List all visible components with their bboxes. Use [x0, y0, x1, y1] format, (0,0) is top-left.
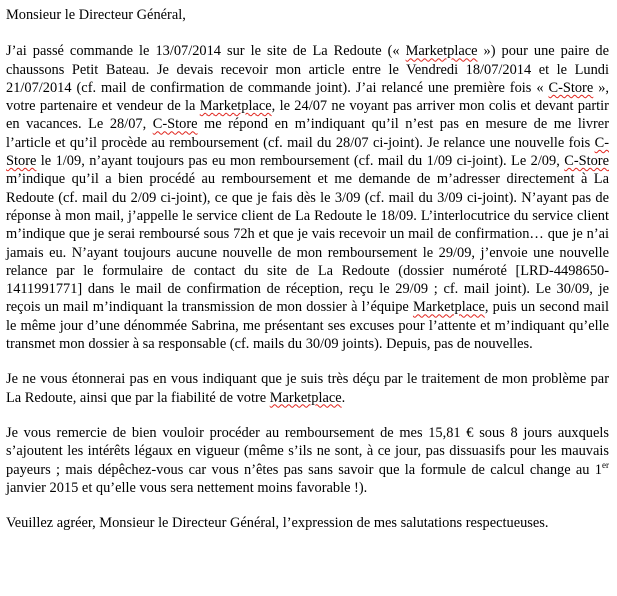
text-run: me répond en m’indiquant qu’il n’est pas en mesure de me livrer l’article et qu’il procède au remboursement (cf. mail du 28/07 ci-joint). Je relance une nouvelle fois — [6, 116, 609, 151]
text-run: Je ne vous étonnerai pas en vous indiquant que je suis très déçu par le traitement de mon problème par La Redoute, ainsi que par la fiabilité de votre — [6, 371, 609, 406]
ordinal-superscript: er — [602, 459, 609, 470]
spellcheck-flagged-word: C-Store — [152, 116, 198, 133]
text-run: m’indique qu’il a bien procédé au remboursement et me demande de m’adresser directement à La Redoute (cf. mail du 2/09 ci-joint), ce que je fais dès le 3/09 (cf. mail du 3/09 ci-joint). N’ayant pas de réponse à mon mail, j’appelle le service client de La Redoute le 18/09. L’interlocutrice du service client m’indique que je serai remboursé sous 72h et que je vais recevoir un mail de confirmation… que je n’ai jamais eu. N’ayant toujours aucune nouvelle de mon remboursement le 29/09, j’envoie une nouvelle relance par le formulaire de contact du site de La Redoute (dossier numéroté [LRD-4498650-1411991771] dans le mail de confirmation de réception, reçu le 29/09 ; cf. mail joint). Le 30/09, je reçois un mail m’indiquant la transmission de mon dossier à l’équipe — [6, 171, 609, 316]
spellcheck-flagged-word: Marketplace — [199, 98, 272, 115]
letter-closing: Veuillez agréer, Monsieur le Directeur Général, l’expression de mes salutations respectueuses. — [6, 515, 549, 532]
text-run: , le 24/07 ne voyant pas arriver mon colis et devant partir en vacances. Le 28/07, — [6, 98, 609, 133]
spellcheck-flagged-word: C-Store — [6, 134, 609, 170]
spellcheck-flagged-word: C-Store — [564, 153, 609, 170]
spellcheck-flagged-word: Marketplace — [405, 43, 478, 60]
letter-paragraph-3 — [6, 424, 609, 497]
text-run: janvier 2015 et qu’elle vous sera nettement moins favorable !). — [6, 479, 368, 496]
text-run: », votre partenaire et vendeur de la — [6, 79, 609, 115]
letter-paragraph-1 — [6, 42, 609, 353]
text-run: le 1/09, n’ayant toujours pas eu mon remboursement (cf. mail du 1/09 ci-joint). Le 2/09, — [36, 153, 565, 170]
text-run: . — [341, 389, 346, 406]
spellcheck-flagged-word: Marketplace — [269, 389, 342, 406]
letter-paragraph-2 — [6, 370, 609, 407]
spellcheck-flagged-word: Marketplace — [412, 299, 485, 316]
text-run: ») pour une paire de chaussons Petit Bateau. Je devais recevoir mon article entre le Vendredi 18/07/2014 et le Lundi 21/07/2014 (cf. mail de confirmation de commande joint). J’ai relancé une première fois « — [6, 43, 609, 96]
text-run: Je vous remercie de bien vouloir procéder au remboursement de mes 15,81 € sous 8 jours auxquels s’ajoutent les intérêts légaux en vigueur (même s’ils ne sont, à ce jour, pas dissuasifs pour les mauvais payeurs ; mais dépêchez-vous car vous n’êtes pas sans savoir que la formule de calcul change au 1 — [6, 424, 609, 478]
spellcheck-flagged-word: C-Store — [548, 79, 594, 96]
text-run: J’ai passé commande le 13/07/2014 sur le site de La Redoute (« — [6, 43, 406, 60]
letter-salutation: Monsieur le Directeur Général, — [6, 7, 186, 23]
text-run: , puis un second mail le même jour d’une dénommée Sabrina, me présentant ses excuses pour l’attente et m’indiquant qu’elle transmet mon dossier à sa responsable (cf. mails du 30/09 joints). Depuis, pas de nouvelles. — [6, 299, 610, 353]
